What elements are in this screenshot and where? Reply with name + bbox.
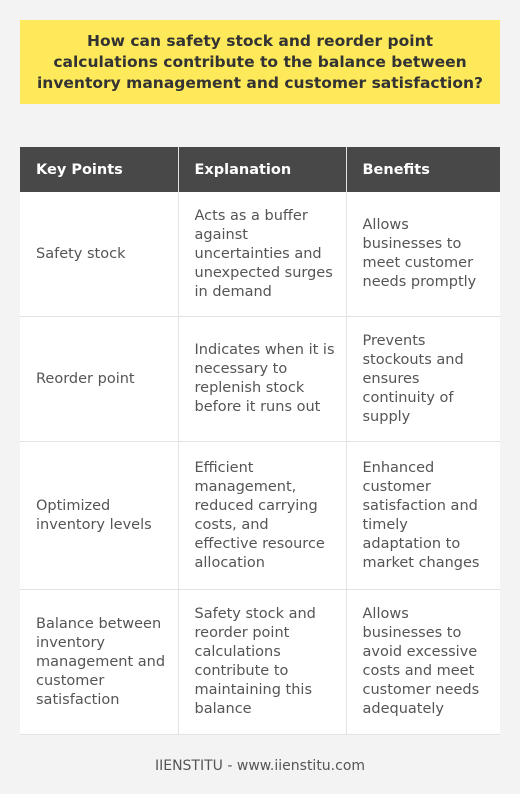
- cell-benefit: Allows businesses to avoid excessive costs and meet customer needs adequately: [346, 590, 500, 735]
- cell-key-point: Safety stock: [20, 192, 178, 317]
- question-text: How can safety stock and reorder point calculations contribute to the balance between inventory management and customer satisfaction?: [36, 31, 484, 92]
- cell-explanation: Safety stock and reorder point calculations contribute to maintaining this balance: [178, 590, 346, 735]
- cell-key-point: Balance between inventory management and customer satisfaction: [20, 590, 178, 735]
- cell-key-point: Optimized inventory levels: [20, 442, 178, 590]
- table-row: [20, 192, 500, 317]
- table-row: [20, 590, 500, 735]
- table-header-row: [20, 147, 500, 192]
- table-row: [20, 442, 500, 590]
- table-row: [20, 317, 500, 442]
- footer-credit: IIENSTITU - www.iienstitu.com: [154, 758, 366, 774]
- cell-explanation: Acts as a buffer against uncertainties and unexpected surges in demand: [178, 192, 346, 317]
- cell-benefit: Prevents stockouts and ensures continuity of supply: [346, 317, 500, 442]
- cell-explanation: Efficient management, reduced carrying costs, and effective resource allocation: [178, 442, 346, 590]
- question-banner: [20, 20, 500, 104]
- cell-key-point: Reorder point: [20, 317, 178, 442]
- cell-benefit: Allows businesses to meet customer needs promptly: [346, 192, 500, 317]
- cell-benefit: Enhanced customer satisfaction and timely adaptation to market changes: [346, 442, 500, 590]
- key-points-table: [20, 147, 500, 735]
- cell-explanation: Indicates when it is necessary to replenish stock before it runs out: [178, 317, 346, 442]
- header-benefits: Benefits: [346, 147, 500, 192]
- header-explanation: Explanation: [178, 147, 346, 192]
- header-key-points: Key Points: [20, 147, 178, 192]
